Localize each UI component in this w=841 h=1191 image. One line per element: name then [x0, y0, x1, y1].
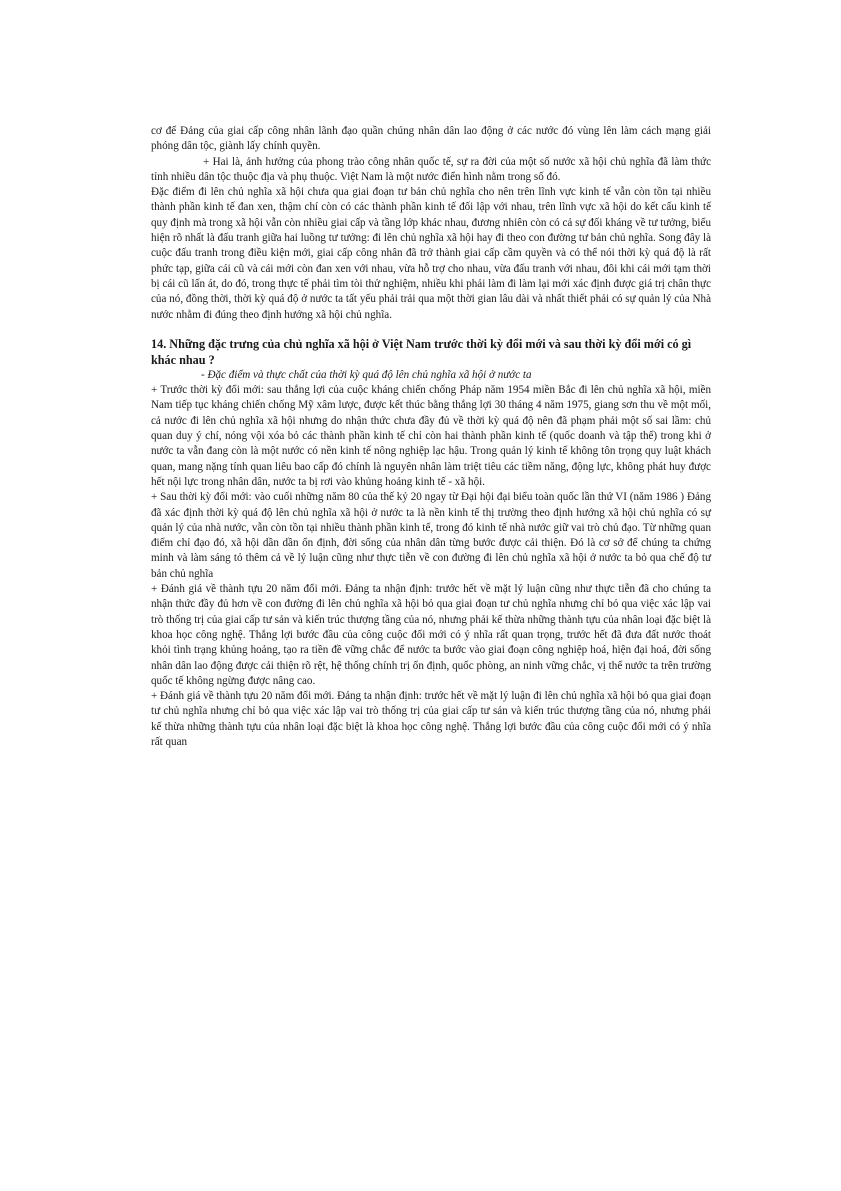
point-two-paragraph: + Hai là, ảnh hưởng của phong trào công nhân quốc tế, sự ra đời của một số nước xã hội chủ nghĩa đã làm thức tỉnh nhiều dân tộc thuộc địa và phụ thuộc. Việt Nam là một nước điển hình nằm trong số đó.	[151, 155, 711, 183]
after-renewal-paragraph: + Sau thời kỳ đổi mới: vào cuối những năm 80 của thế kỷ 20 ngay từ Đại hội đại biểu toàn quốc lần thứ VI (năm 1986 ) Đảng đã xác định thời kỳ quá độ lên chủ nghĩa xã hội ở nước ta là nền kinh tế thị trường theo định hướng xã hội chủ nghĩa có sự quản lý của nhà nước, vẫn còn tồn tại nhiều thành phần kinh tế, trong đó kinh tế nhà nước giữ vai trò chủ đạo. Từ những quan điểm chỉ đạo đó, xã hội dần dần ổn định, đời sống của nhân dân từng bước được cải thiện. Đó là cơ sở để chúng ta chứng minh và làm sáng tỏ thêm cả về lý luận cũng như thực tiễn về con đường đi lên chủ nghĩa xã hội ở nước ta bỏ qua chế độ tư bản chủ nghĩa	[151, 491, 711, 580]
feature-paragraph: Đặc điểm đi lên chủ nghĩa xã hội chưa qua giai đoạn tư bản chủ nghĩa cho nên trên lĩnh vực kinh tế vẫn còn tồn tại nhiều thành phần kinh tế đan xen, thậm chí còn có các thành phần kinh tế đối lập với nhau, trên lĩnh vực xã hội do kết cấu kinh tế quy định mà trong xã hội vẫn còn nhiều giai cấp và tầng lớp khác nhau, đương nhiên còn có cả sự đối kháng về tư tưởng, biểu hiện rõ nhất là đấu tranh giữa hai luồng tư tưởng: đi lên chủ nghĩa xã hội hay đi theo con đường tư bản chủ nghĩa. Song đây là cuộc đấu tranh trong điều kiện mới, giai cấp công nhân đã trở thành giai cấp cầm quyền và có thể nói thời kỳ quá độ là rất phức tạp, giữa cái cũ và cái mới còn đan xen với nhau, vừa hỗ trợ cho nhau, vừa đấu tranh với nhau, đôi khi cái mới tạm thời bị cái cũ lấn át, do đó, trong thực tế phải tìm tòi thử nghiệm, nhiều khi phải làm đi làm lại mới xác định được giá trị chân thực của nó, đồng thời, thời kỳ quá độ ở nước ta tất yếu phải trải qua một thời gian lâu dài và nhất thiết phải có sự quản lý của Nhà nước nhằm đi đúng theo định hướng xã hội chủ nghĩa.	[151, 186, 711, 321]
assessment-paragraph-1: + Đánh giá về thành tựu 20 năm đổi mới. Đảng ta nhận định: trước hết về mặt lý luận cũng như thực tiễn đã cho chúng ta nhận thức đầy đủ hơn về con đường đi lên chủ nghĩa xã hội bỏ qua giai đoạn tư chủ nghĩa nhưng chỉ bỏ qua việc xác lập vai trò thống trị của giai cấp tư sản và kiến trúc thượng tầng của nó, nhưng phải kế thừa những thành tựu của nhân loại đặc biệt là khoa học công nghệ. Thắng lợi bước đầu của công cuộc đổi mới có ý nhĩa rất quan trọng, trước hết đã đưa đất nước thoát khỏi tình trạng khủng hoảng, tạo ra tiền đề vững chắc để nước ta bước vào giai đoạn công nghiệp hoá, hiện đại hoá, đời sống nhân dân lao động được cải thiện rõ rệt, hệ thống chính trị ổn định, quốc phòng, an ninh vững chắc, vị thế nước ta trên trường quốc tế không ngừng được nâng cao.	[151, 583, 711, 687]
document-body	[151, 124, 711, 750]
before-renewal-paragraph: + Trước thời kỳ đổi mới: sau thắng lợi của cuộc kháng chiến chống Pháp năm 1954 miền Bắc đi lên chủ nghĩa xã hội, miền Nam tiếp tục kháng chiến chống Mỹ xâm lược, được kết thúc bằng thắng lợi 30 tháng 4 năm 1975, giang sơn thu về một mối, cả nước đi lên chủ nghĩa xã hội nhưng do nhận thức chưa đầy đủ về thời kỳ quá độ nên đã phạm phải một số sai lầm: chủ quan duy ý chí, nóng vội xóa bỏ các thành phần kinh tế chỉ còn hai thành phần kinh tế (quốc doanh và tập thể) trong khi ở nước ta vẫn đang còn là một nước có nền kinh tế nông nghiệp lạc hậu. Trong quản lý kinh tế không tôn trọng quy luật khách quan, mang nặng tính quan liêu bao cấp đó chính là nguyên nhân làm triệt tiêu các tiềm năng, động lực, không phát huy được hết nội lực trong nhân dân, nước ta bị rơi vào khủng hoảng kinh tế - xã hội.	[151, 384, 711, 488]
section-heading: 14. Những đặc trưng của chủ nghĩa xã hội ở Việt Nam trước thời kỳ đổi mới và sau thời kỳ đổi mới có gì khác nhau ?	[151, 336, 692, 367]
section-subtitle: - Đặc điểm và thực chất của thời kỳ quá độ lên chủ nghĩa xã hội ở nước ta	[201, 368, 532, 381]
assessment-paragraph-2: + Đánh giá về thành tựu 20 năm đổi mới. Đảng ta nhận định: trước hết về mặt lý luận đi lên chủ nghĩa xã hội bỏ qua giai đoạn tư chủ nghĩa nhưng chỉ bỏ qua việc xác lập vai trò thống trị của giai cấp tư sản và kiến trúc thượng tầng của nó, nhưng phải kế thừa những thành tựu của nhân loại đặc biệt là khoa học công nghệ. Thắng lợi bước đầu của công cuộc đổi mới có ý nhĩa rất quan	[151, 690, 711, 748]
section-gap	[151, 323, 711, 336]
intro-paragraph: cơ để Đảng của giai cấp công nhân lãnh đạo quần chúng nhân dân lao động ở các nước đó vùng lên làm cách mạng giải phóng dân tộc, giành lấy chính quyền.	[151, 125, 711, 153]
